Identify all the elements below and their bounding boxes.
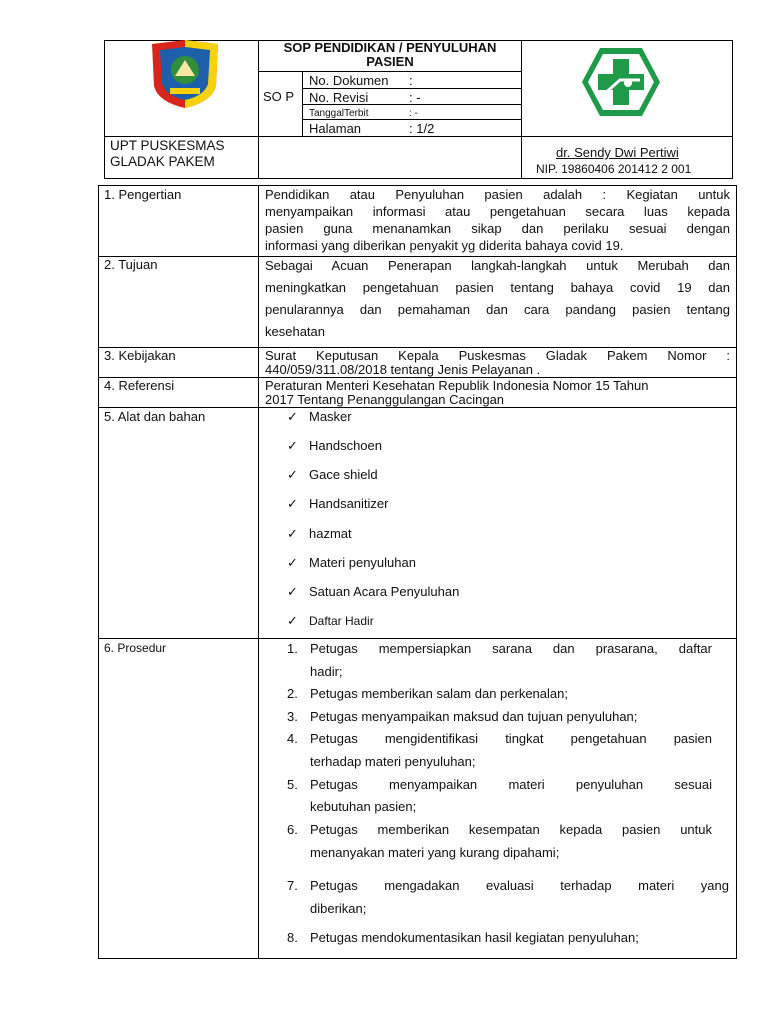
- step-text: Petugas mendokumentasikan hasil kegiatan penyuluhan;: [310, 930, 639, 945]
- step-text-cont: menanyakan materi yang kurang dipahami;: [310, 845, 560, 860]
- equipment-item-label: Gace shield: [309, 467, 378, 482]
- equipment-item-label: Handsanitizer: [309, 496, 389, 511]
- equipment-item: [287, 496, 389, 511]
- check-icon: ✓: [287, 438, 298, 453]
- check-icon: ✓: [287, 584, 298, 599]
- section-text-line: 2017 Tentang Penanggulangan Cacingan: [265, 392, 505, 407]
- doc-field-label: No. Dokumen: [309, 73, 389, 88]
- check-icon: ✓: [287, 467, 298, 482]
- doc-field-label: TanggalTerbit: [309, 108, 369, 119]
- section-label: 1. Pengertian: [104, 187, 182, 202]
- equipment-item: [287, 467, 378, 482]
- check-icon: ✓: [287, 613, 298, 628]
- section-text-line: kesehatan: [265, 324, 325, 339]
- doc-field-label: No. Revisi: [309, 90, 369, 105]
- equipment-item: [287, 584, 459, 599]
- step-text: Petugas mempersiapkan sarana dan prasarana, daftar: [310, 641, 712, 656]
- equipment-item-label: Masker: [309, 409, 352, 424]
- step-text: Petugas mengidentifikasi tingkat pengetahuan pasien: [310, 731, 712, 746]
- step-text: Petugas memberikan kesempatan kepada pasien untuk: [310, 822, 712, 837]
- step-text: Petugas menyampaikan materi penyuluhan sesuai: [310, 777, 712, 792]
- equipment-item-label: Satuan Acara Penyuluhan: [309, 584, 460, 599]
- puskesmas-logo: [580, 46, 662, 118]
- section-text-line: Peraturan Menteri Kesehatan Republik Indonesia Nomor 15 Tahun: [265, 378, 649, 393]
- org-name-line2: GLADAK PAKEM: [110, 154, 215, 169]
- step-text: Petugas menyampaikan maksud dan tujuan penyuluhan;: [310, 709, 638, 724]
- document-title: [259, 41, 521, 69]
- equipment-item: [287, 555, 416, 570]
- step-number: 7.: [287, 878, 298, 893]
- check-icon: ✓: [287, 409, 298, 424]
- equipment-item-label: Materi penyuluhan: [309, 555, 416, 570]
- equipment-item-label: hazmat: [309, 526, 352, 541]
- doc-field-value: : -: [409, 108, 418, 119]
- section-text-line: 440/059/311.08/2018 tentang Jenis Pelayanan .: [265, 362, 541, 377]
- section-label: 3. Kebijakan: [104, 348, 176, 363]
- doc-field-value: :: [409, 73, 413, 88]
- section-text-line: Sebagai Acuan Penerapan langkah-langkah untuk Merubah dan: [265, 258, 730, 273]
- step-text: Petugas memberikan salam dan perkenalan;: [310, 686, 568, 701]
- equipment-item: [287, 613, 374, 629]
- section-text-line: menyampaikan informasi atau pengetahuan secara luas kepada: [265, 204, 730, 219]
- equipment-item: [287, 438, 382, 453]
- document-title-text: SOP PENDIDIKAN / PENYULUHAN PASIEN: [283, 40, 497, 69]
- step-number: 6.: [287, 822, 298, 837]
- equipment-item: [287, 409, 352, 424]
- sop-label-text: SO P: [263, 89, 295, 104]
- doc-field-value: : 1/2: [409, 121, 435, 136]
- section-label: 6. Prosedur: [104, 641, 167, 655]
- section-label: 4. Referensi: [104, 378, 175, 393]
- equipment-item: [287, 526, 352, 541]
- step-text-cont: diberikan;: [310, 901, 367, 916]
- step-number: 8.: [287, 930, 298, 945]
- step-number: 2.: [287, 686, 298, 701]
- step-number: 5.: [287, 777, 298, 792]
- step-text-cont: hadir;: [310, 664, 343, 679]
- check-icon: ✓: [287, 526, 298, 541]
- section-text-line: penularannya dan pemahaman dan cara pandang pasien tentang: [265, 302, 730, 317]
- signer-nip: NIP. 19860406 201412 2 001: [536, 162, 692, 176]
- step-text-cont: kebutuhan pasien;: [310, 799, 417, 814]
- section-text-line: Surat Keputusan Kepala Puskesmas Gladak Pakem Nomor :: [265, 348, 730, 363]
- check-icon: ✓: [287, 496, 298, 511]
- section-text-line: pasien guna menanamkan sikap dan perilaku sesuai dengan: [265, 221, 730, 236]
- step-number: 3.: [287, 709, 298, 724]
- step-text-cont: terhadap materi penyuluhan;: [310, 754, 476, 769]
- section-text-line: Pendidikan atau Penyuluhan pasien adalah : Kegiatan untuk: [265, 187, 730, 202]
- org-name-line1: UPT PUSKESMAS: [110, 138, 225, 153]
- section-label: 2. Tujuan: [104, 257, 158, 272]
- equipment-item-label: Daftar Hadir: [309, 614, 374, 628]
- regional-emblem-logo: [146, 40, 224, 110]
- step-number: 4.: [287, 731, 298, 746]
- signer-name: dr. Sendy Dwi Pertiwi: [556, 145, 679, 160]
- doc-field-value: : -: [409, 90, 421, 105]
- doc-field-label: Halaman: [309, 121, 362, 136]
- sop-label: [263, 90, 297, 104]
- check-icon: ✓: [287, 555, 298, 570]
- section-text-line: informasi yang diberikan penyakit yg diderita bahaya covid 19.: [265, 238, 624, 253]
- section-text-line: meningkatkan pengetahuan pasien tentang bahaya covid 19 dan: [265, 280, 730, 295]
- step-number: 1.: [287, 641, 298, 656]
- step-text: Petugas mengadakan evaluasi terhadap materi yang: [310, 878, 729, 893]
- equipment-item-label: Handschoen: [309, 438, 382, 453]
- section-label: 5. Alat dan bahan: [104, 409, 206, 424]
